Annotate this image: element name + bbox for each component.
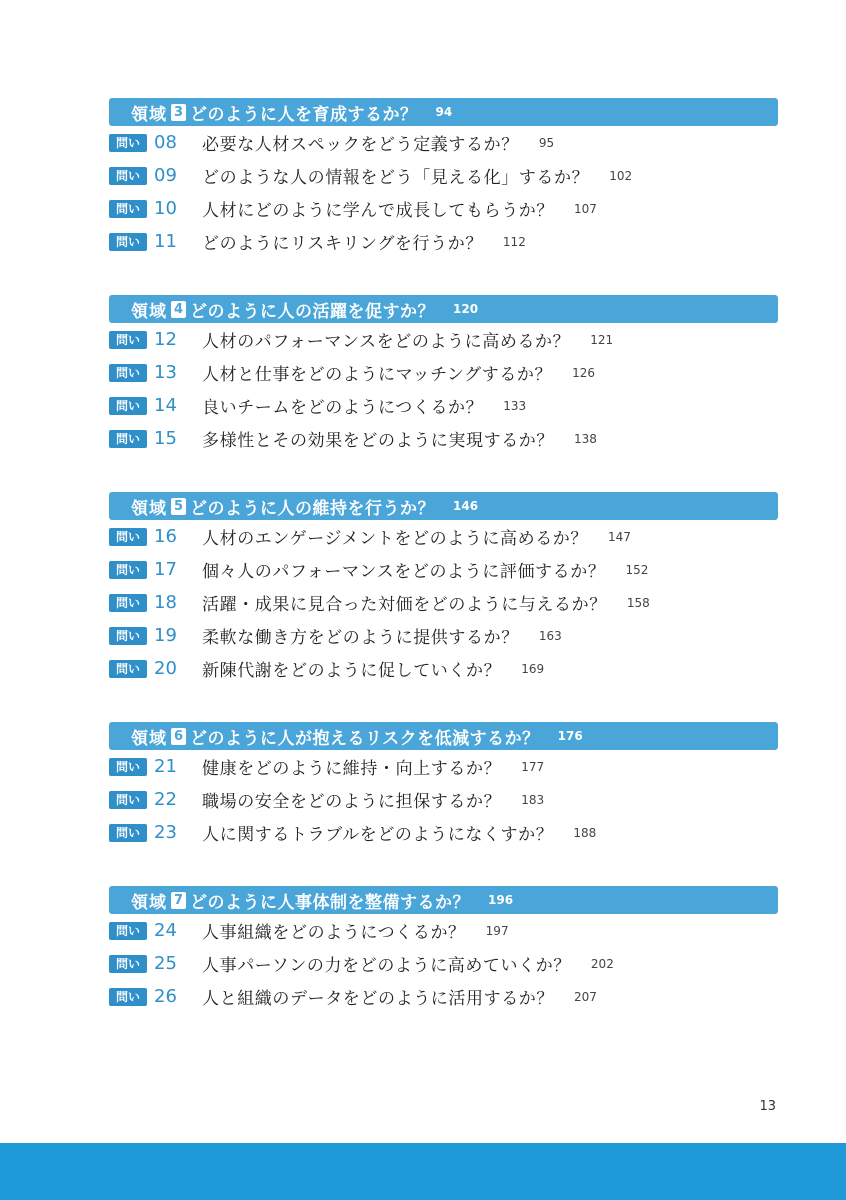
- question-badge: 問い: [109, 430, 147, 448]
- domain-header[interactable]: [109, 722, 778, 750]
- question-text: 柔軟な働き方をどのように提供するか？: [202, 628, 519, 648]
- question-number: 24: [154, 920, 177, 941]
- question-text: 個々人のパフォーマンスをどのように評価するか？: [202, 562, 606, 582]
- domain-number-badge: 3: [171, 104, 186, 121]
- domain-section: [109, 722, 778, 849]
- question-page-number: 202: [590, 956, 614, 971]
- domain-label: 領域: [131, 104, 167, 125]
- question-page-number: 95: [538, 135, 555, 150]
- question-text: 健康をどのように維持・向上するか？: [202, 759, 502, 779]
- question-number: 14: [154, 395, 177, 416]
- question-text: どのような人の情報をどう「見える化」するか？: [202, 168, 590, 188]
- question-entry[interactable]: [109, 323, 778, 356]
- question-badge: 問い: [109, 233, 147, 251]
- question-entry[interactable]: [109, 520, 778, 553]
- question-badge: 問い: [109, 824, 147, 842]
- question-page-number: 126: [572, 365, 596, 380]
- domain-section: [109, 886, 778, 1013]
- question-number: 17: [154, 559, 177, 580]
- question-page-number: 177: [521, 759, 545, 774]
- question-text: 人に関するトラブルをどのようになくすか？: [202, 825, 554, 845]
- question-badge: 問い: [109, 988, 147, 1006]
- question-entry[interactable]: [109, 192, 778, 225]
- question-badge: 問い: [109, 134, 147, 152]
- question-number: 12: [154, 329, 177, 350]
- question-number: 18: [154, 592, 177, 613]
- question-badge: 問い: [109, 627, 147, 645]
- domain-title: どのように人の維持を行うか？: [190, 498, 435, 519]
- question-entry[interactable]: [109, 652, 778, 685]
- footer-band: [0, 1143, 846, 1200]
- domain-title: どのように人事体制を整備するか？: [190, 892, 470, 913]
- question-entry[interactable]: [109, 947, 778, 980]
- domain-number-badge: 7: [171, 892, 186, 909]
- domain-label: 領域: [131, 892, 167, 913]
- question-entry[interactable]: [109, 553, 778, 586]
- question-entry[interactable]: [109, 422, 778, 455]
- question-text: 人事組織をどのようにつくるか？: [202, 923, 466, 943]
- question-entry[interactable]: [109, 619, 778, 652]
- question-entry[interactable]: [109, 126, 778, 159]
- question-text: 人材のパフォーマンスをどのように高めるか？: [202, 332, 571, 352]
- question-page-number: 121: [590, 332, 614, 347]
- question-badge: 問い: [109, 331, 147, 349]
- question-text: 人材のエンゲージメントをどのように高めるか？: [202, 529, 589, 549]
- question-entry[interactable]: [109, 225, 778, 258]
- question-page-number: 133: [503, 398, 527, 413]
- question-text: 人材にどのように学んで成長してもらうか？: [202, 201, 554, 221]
- question-page-number: 147: [608, 529, 631, 544]
- question-page-number: 163: [538, 628, 562, 643]
- question-entry[interactable]: [109, 586, 778, 619]
- question-badge: 問い: [109, 200, 147, 218]
- question-entry[interactable]: [109, 816, 778, 849]
- page-number: 13: [759, 1099, 776, 1114]
- question-text: どのようにリスキリングを行うか？: [202, 234, 483, 254]
- domain-number-badge: 5: [171, 498, 186, 515]
- question-number: 09: [154, 165, 177, 186]
- question-page-number: 138: [574, 431, 597, 446]
- question-page-number: 207: [574, 989, 597, 1004]
- question-text: 多様性とその効果をどのように実現するか？: [202, 431, 554, 451]
- domain-page-number: 196: [488, 893, 514, 907]
- question-page-number: 197: [485, 923, 509, 938]
- question-page-number: 158: [626, 595, 650, 610]
- question-page-number: 102: [609, 168, 633, 183]
- domain-title: どのように人の活躍を促すか？: [190, 301, 435, 322]
- question-badge: 問い: [109, 167, 147, 185]
- domain-header[interactable]: [109, 886, 778, 914]
- domain-page-number: 176: [557, 729, 583, 743]
- domain-label: 領域: [131, 728, 167, 749]
- question-entry[interactable]: [109, 750, 778, 783]
- question-number: 23: [154, 822, 177, 843]
- question-number: 08: [154, 132, 177, 153]
- question-number: 20: [154, 658, 177, 679]
- question-text: 新陳代謝をどのように促していくか？: [202, 661, 502, 681]
- question-number: 21: [154, 756, 177, 777]
- question-text: 人材と仕事をどのようにマッチングするか？: [202, 365, 553, 385]
- question-entry[interactable]: [109, 356, 778, 389]
- domain-label: 領域: [131, 301, 167, 322]
- question-badge: 問い: [109, 955, 147, 973]
- question-entry[interactable]: [109, 980, 778, 1013]
- domain-number-badge: 4: [171, 301, 186, 318]
- question-text: 人と組織のデータをどのように活用するか？: [202, 989, 554, 1009]
- domain-title: どのように人を育成するか？: [190, 104, 418, 125]
- question-text: 良いチームをどのようにつくるか？: [202, 398, 484, 418]
- question-badge: 問い: [109, 528, 147, 546]
- domain-section: [109, 295, 778, 455]
- question-entry[interactable]: [109, 389, 778, 422]
- question-entry[interactable]: [109, 783, 778, 816]
- domain-label: 領域: [131, 498, 167, 519]
- question-badge: 問い: [109, 594, 147, 612]
- question-number: 19: [154, 625, 177, 646]
- question-text: 必要な人材スペックをどう定義するか？: [202, 135, 519, 155]
- question-page-number: 107: [574, 201, 597, 216]
- question-text: 活躍・成果に見合った対価をどのように与えるか？: [202, 595, 607, 615]
- question-page-number: 112: [502, 234, 526, 249]
- question-page-number: 188: [573, 825, 597, 840]
- question-badge: 問い: [109, 364, 147, 382]
- question-entry[interactable]: [109, 914, 778, 947]
- question-number: 22: [154, 789, 177, 810]
- question-page-number: 183: [521, 792, 545, 807]
- question-number: 26: [154, 986, 177, 1007]
- question-number: 13: [154, 362, 177, 383]
- question-badge: 問い: [109, 758, 147, 776]
- question-text: 人事パーソンの力をどのように高めていくか？: [202, 956, 571, 976]
- domain-header[interactable]: [109, 98, 778, 126]
- question-badge: 問い: [109, 561, 147, 579]
- question-badge: 問い: [109, 922, 147, 940]
- question-page-number: 152: [625, 562, 649, 577]
- domain-page-number: 120: [453, 302, 479, 316]
- domain-header[interactable]: [109, 492, 778, 520]
- question-number: 16: [154, 526, 177, 547]
- domain-section: [109, 98, 778, 258]
- question-number: 15: [154, 428, 177, 449]
- question-page-number: 169: [521, 661, 545, 676]
- question-number: 11: [154, 231, 177, 252]
- domain-section: [109, 492, 778, 685]
- question-badge: 問い: [109, 660, 147, 678]
- domain-header[interactable]: [109, 295, 778, 323]
- question-number: 10: [154, 198, 177, 219]
- question-badge: 問い: [109, 791, 147, 809]
- question-entry[interactable]: [109, 159, 778, 192]
- domain-page-number: 146: [453, 499, 479, 513]
- question-text: 職場の安全をどのように担保するか？: [202, 792, 502, 812]
- question-number: 25: [154, 953, 177, 974]
- domain-number-badge: 6: [171, 728, 186, 745]
- question-badge: 問い: [109, 397, 147, 415]
- domain-page-number: 94: [435, 105, 453, 119]
- domain-title: どのように人が抱えるリスクを低減するか？: [190, 728, 540, 749]
